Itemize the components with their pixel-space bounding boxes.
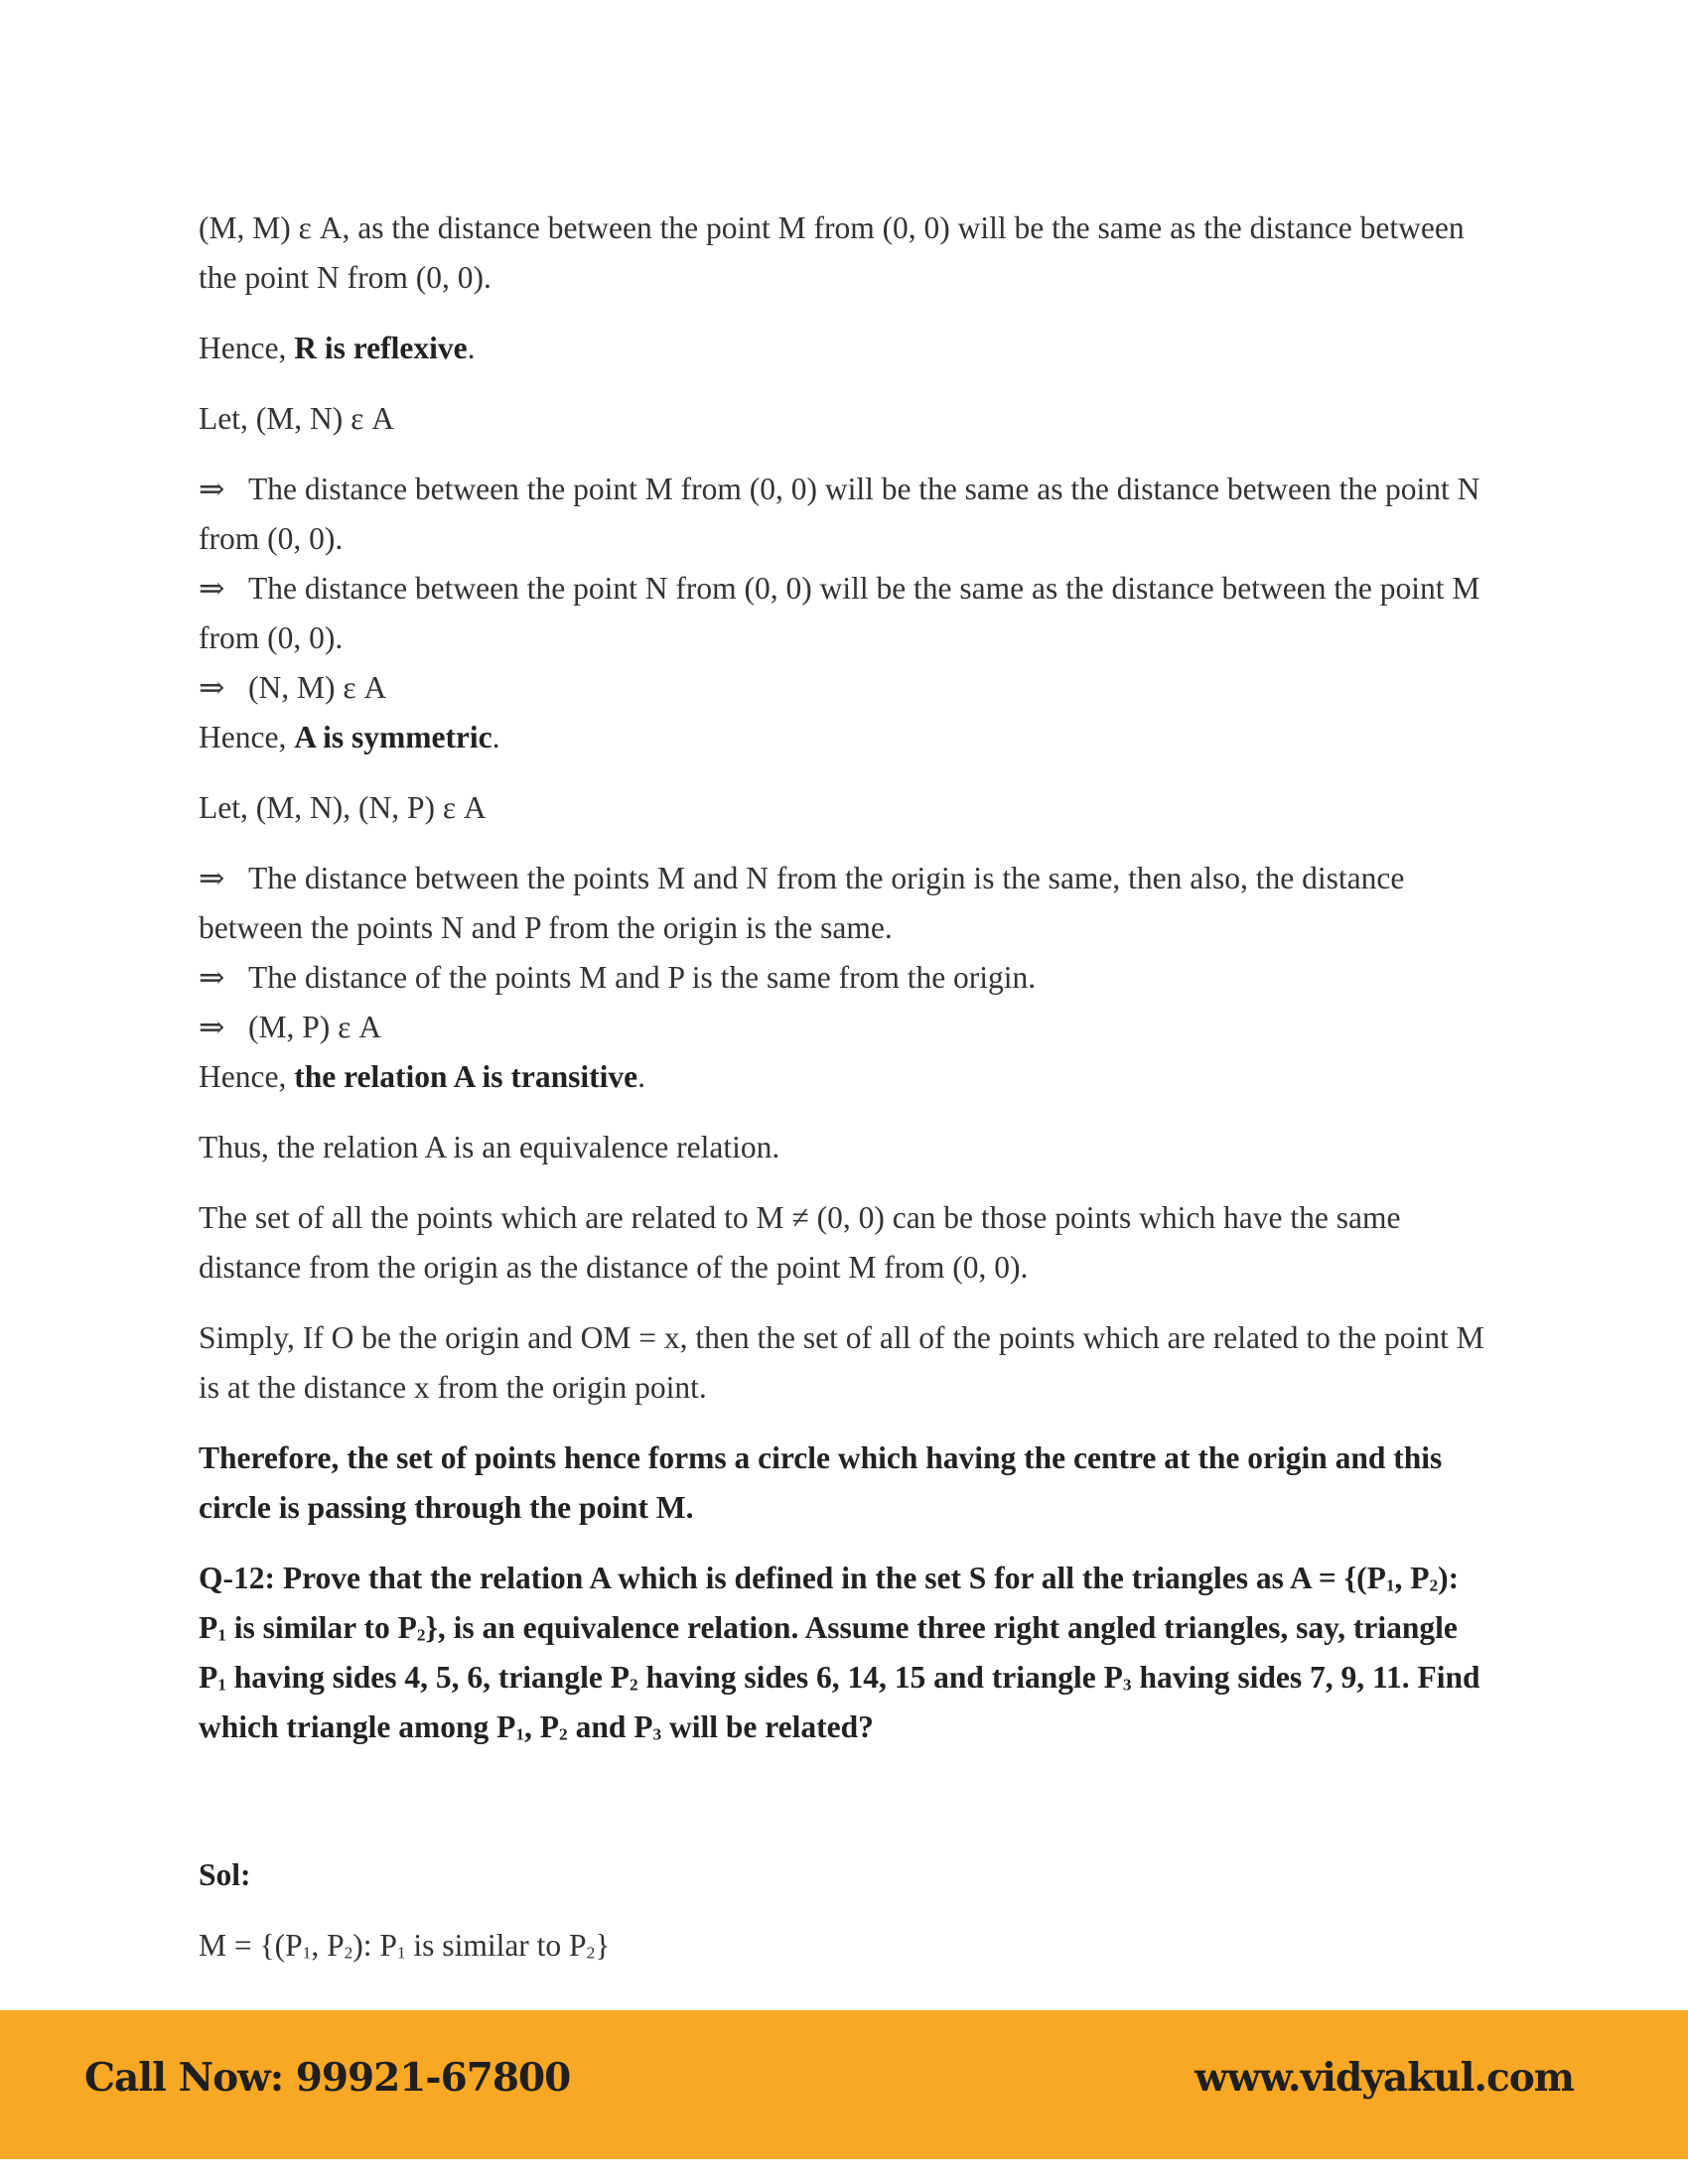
implies-arrow-icon: ⇒ <box>199 472 225 506</box>
implies-line: ⇒ The distance between the point M from (0, 0) will be the same as the distance between the point N from (0, 0). <box>199 465 1489 564</box>
implies-arrow-icon: ⇒ <box>199 960 225 995</box>
footer-banner <box>0 2010 1688 2159</box>
paragraph-reflexive-explanation: (M, M) ε A, as the distance between the point M from (0, 0) will be the same as the distance between the point N from (0, 0). <box>199 210 1465 295</box>
paragraph-origin-distance: Simply, If O be the origin and OM = x, then the set of all of the points which are related to the point M is at the distance x from the origin point. <box>199 1320 1484 1405</box>
implies-line: ⇒ (N, M) ε A <box>199 663 1489 713</box>
implies-arrow-icon: ⇒ <box>199 670 225 705</box>
document-body <box>199 204 1489 1991</box>
paragraph-circle-conclusion: Therefore, the set of points hence forms a circle which having the centre at the origin and this circle is passing through the point M. <box>199 1440 1443 1525</box>
implies-arrow-icon: ⇒ <box>199 1010 225 1044</box>
question-12: Q-12: Prove that the relation A which is defined in the set S for all the triangles as $A = \{(P_1$, $P_2$): $P_1$ is similar to $P_2$}, is an equivalence relation. Assume three right angled triangles, say, triangle $P_1$ having sides 4, 5, 6, triangle $P_2$ having sides 6, 14, 15 and triangle $P_3$ having sides 7, 9, 11. Find which triangle among $P_1$, $P_2$ and $P_3$ will be related? <box>199 1561 1480 1744</box>
implies-arrow-icon: ⇒ <box>199 571 225 606</box>
implies-arrow-icon: ⇒ <box>199 861 225 895</box>
paragraph-related-points: The set of all the points which are related to M ≠ (0, 0) can be those points which have the same distance from the origin as the distance of the point M from (0, 0). <box>199 1200 1401 1285</box>
implies-line: ⇒ (M, P) ε A <box>199 1003 1489 1052</box>
paragraph-equivalence-conclusion: Thus, the relation A is an equivalence relation. <box>199 1130 780 1164</box>
paragraph-let-mn-np: Let, (M, N), (N, P) ε A <box>199 790 487 825</box>
implies-line: ⇒ The distance of the points M and P is the same from the origin. <box>199 953 1489 1003</box>
paragraph-reflexive-conclusion: Hence, R is reflexive. <box>199 331 476 365</box>
call-now-phone[interactable]: Call Now: 99921-67800 <box>84 2055 571 2101</box>
solution-label: Sol: <box>199 1857 251 1892</box>
implies-line: ⇒ The distance between the point N from (0, 0) will be the same as the distance between the point M from (0, 0). <box>199 564 1489 663</box>
implies-line: ⇒ The distance between the points M and N from the origin is the same, then also, the distance between the points N and P from the origin is the same. <box>199 854 1489 953</box>
solution-relation-definition: $M = \{(P_1$, $P_2$): $P_1$ is similar to $P_2$} <box>199 1928 611 1963</box>
website-link[interactable]: www.vidyakul.com <box>1195 2055 1574 2101</box>
paragraph-let-mn: Let, (M, N) ε A <box>199 401 394 436</box>
spacer <box>199 1773 1489 1850</box>
paragraph-symmetric-conclusion: Hence, A is symmetric. <box>199 720 500 754</box>
paragraph-transitive-conclusion: Hence, the relation A is transitive. <box>199 1059 645 1094</box>
